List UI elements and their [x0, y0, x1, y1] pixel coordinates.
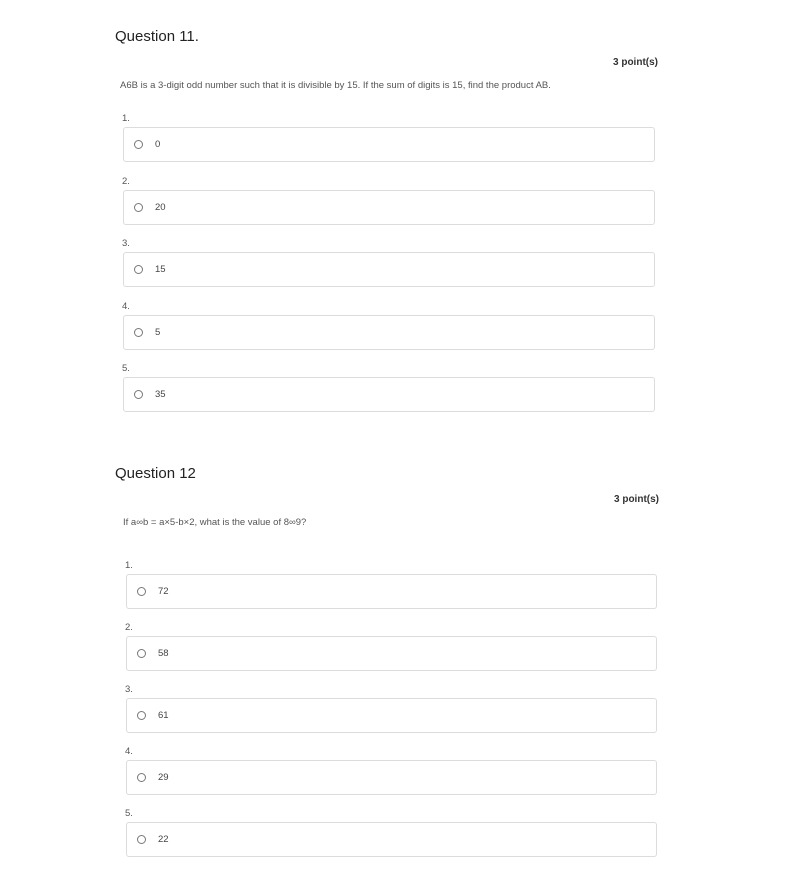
radio-button[interactable]: [134, 203, 143, 212]
answer-option[interactable]: [123, 315, 655, 350]
option-label: 35: [155, 389, 166, 400]
question-title: Question 11.: [115, 28, 199, 45]
option-label: 5: [155, 327, 161, 338]
answer-option[interactable]: [126, 760, 657, 795]
option-label: 58: [158, 648, 169, 659]
option-label: 22: [158, 834, 169, 845]
radio-button[interactable]: [137, 835, 146, 844]
option-number: 2.: [122, 176, 130, 187]
answer-option[interactable]: [126, 698, 657, 733]
radio-button[interactable]: [137, 587, 146, 596]
option-number: 1.: [122, 113, 130, 124]
radio-button[interactable]: [137, 773, 146, 782]
radio-button[interactable]: [134, 265, 143, 274]
answer-option[interactable]: [123, 127, 655, 162]
option-number: 4.: [122, 301, 130, 312]
answer-option[interactable]: [126, 822, 657, 857]
radio-button[interactable]: [134, 328, 143, 337]
question-points: 3 point(s): [614, 494, 659, 505]
question-text: If a∞b = a×5-b×2, what is the value of 8∞9?: [123, 517, 307, 528]
option-label: 15: [155, 264, 166, 275]
option-label: 29: [158, 772, 169, 783]
option-number: 3.: [125, 684, 133, 695]
answer-option[interactable]: [126, 574, 657, 609]
option-label: 61: [158, 710, 169, 721]
question-text: A6B is a 3-digit odd number such that it is divisible by 15. If the sum of digits is 15, find the product AB.: [120, 80, 551, 91]
option-number: 1.: [125, 560, 133, 571]
answer-option[interactable]: [123, 190, 655, 225]
option-number: 2.: [125, 622, 133, 633]
answer-option[interactable]: [123, 252, 655, 287]
question-points: 3 point(s): [613, 57, 658, 68]
radio-button[interactable]: [137, 649, 146, 658]
radio-button[interactable]: [134, 390, 143, 399]
option-number: 5.: [125, 808, 133, 819]
question-title: Question 12: [115, 465, 196, 482]
radio-button[interactable]: [134, 140, 143, 149]
option-number: 5.: [122, 363, 130, 374]
option-label: 72: [158, 586, 169, 597]
option-label: 20: [155, 202, 166, 213]
option-label: 0: [155, 139, 161, 150]
option-number: 4.: [125, 746, 133, 757]
option-number: 3.: [122, 238, 130, 249]
answer-option[interactable]: [126, 636, 657, 671]
radio-button[interactable]: [137, 711, 146, 720]
answer-option[interactable]: [123, 377, 655, 412]
